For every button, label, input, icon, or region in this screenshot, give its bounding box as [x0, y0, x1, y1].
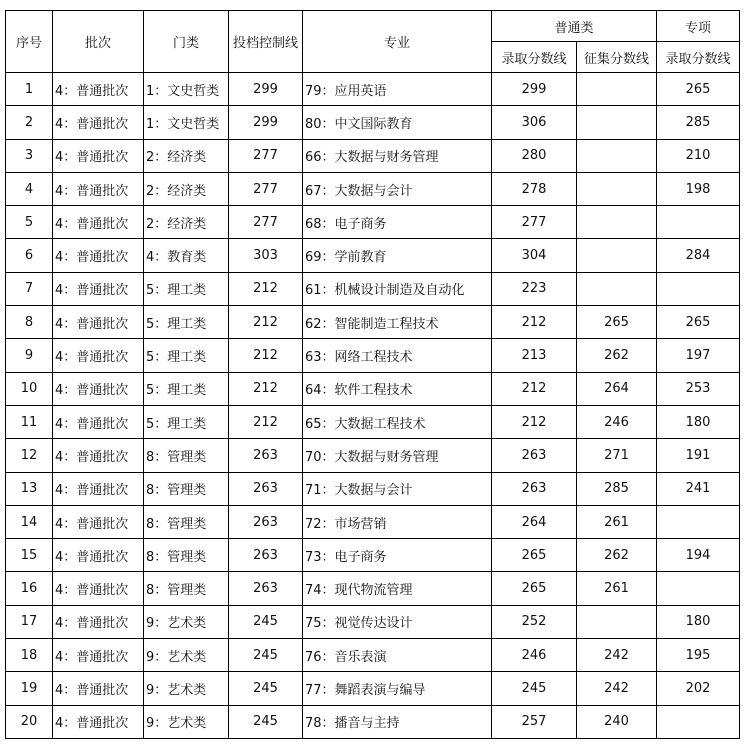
cell-major: 61：机械设计制造及自动化 [303, 272, 492, 305]
cell-special-line: 285 [657, 106, 740, 139]
cell-batch: 4：普通批次 [53, 372, 144, 405]
cell-admission-line: 306 [492, 106, 577, 139]
cell-solicit-line: 240 [577, 705, 657, 738]
cell-seq: 5 [6, 206, 53, 239]
cell-admission-line: 277 [492, 206, 577, 239]
cell-major: 76：音乐表演 [303, 639, 492, 672]
table-row [6, 206, 740, 239]
cell-seq: 9 [6, 339, 53, 372]
cell-control-line: 245 [229, 705, 303, 738]
header-solicit-line: 征集分数线 [577, 42, 657, 73]
cell-admission-line: 304 [492, 239, 577, 272]
cell-admission-line: 245 [492, 672, 577, 705]
cell-control-line: 303 [229, 239, 303, 272]
cell-major: 65：大数据工程技术 [303, 405, 492, 438]
table-row [6, 239, 740, 272]
cell-major: 73：电子商务 [303, 539, 492, 572]
table-row [6, 672, 740, 705]
cell-special-line: 241 [657, 472, 740, 505]
cell-admission-line: 212 [492, 306, 577, 339]
cell-category: 8：管理类 [144, 539, 229, 572]
header-regular-group: 普通类 [492, 11, 657, 42]
cell-category: 5：理工类 [144, 272, 229, 305]
cell-category: 5：理工类 [144, 339, 229, 372]
cell-category: 8：管理类 [144, 472, 229, 505]
cell-major: 71：大数据与会计 [303, 472, 492, 505]
cell-solicit-line: 261 [577, 572, 657, 605]
cell-category: 2：经济类 [144, 139, 229, 172]
cell-major: 69：学前教育 [303, 239, 492, 272]
header-category: 门类 [144, 11, 229, 73]
cell-special-line [657, 505, 740, 538]
cell-admission-line: 263 [492, 472, 577, 505]
cell-special-line: 180 [657, 605, 740, 638]
cell-special-line: 253 [657, 372, 740, 405]
cell-seq: 6 [6, 239, 53, 272]
table-row [6, 306, 740, 339]
cell-category: 2：经济类 [144, 172, 229, 205]
cell-solicit-line [577, 206, 657, 239]
table-row [6, 73, 740, 106]
header-batch: 批次 [53, 11, 144, 73]
cell-batch: 4：普通批次 [53, 439, 144, 472]
header-special-group: 专项 [657, 11, 740, 42]
cell-control-line: 245 [229, 672, 303, 705]
cell-admission-line: 264 [492, 505, 577, 538]
cell-seq: 15 [6, 539, 53, 572]
cell-control-line: 212 [229, 405, 303, 438]
cell-category: 9：艺术类 [144, 639, 229, 672]
cell-batch: 4：普通批次 [53, 206, 144, 239]
cell-batch: 4：普通批次 [53, 272, 144, 305]
cell-solicit-line: 285 [577, 472, 657, 505]
table-row [6, 139, 740, 172]
cell-seq: 7 [6, 272, 53, 305]
cell-seq: 11 [6, 405, 53, 438]
cell-seq: 1 [6, 73, 53, 106]
cell-special-line: 202 [657, 672, 740, 705]
cell-admission-line: 299 [492, 73, 577, 106]
cell-special-line: 180 [657, 405, 740, 438]
cell-solicit-line [577, 139, 657, 172]
cell-control-line: 263 [229, 439, 303, 472]
cell-category: 4：教育类 [144, 239, 229, 272]
cell-batch: 4：普通批次 [53, 539, 144, 572]
cell-major: 66：大数据与财务管理 [303, 139, 492, 172]
cell-category: 5：理工类 [144, 372, 229, 405]
cell-admission-line: 246 [492, 639, 577, 672]
cell-category: 5：理工类 [144, 405, 229, 438]
table-row [6, 106, 740, 139]
cell-special-line: 195 [657, 639, 740, 672]
cell-solicit-line [577, 239, 657, 272]
cell-category: 2：经济类 [144, 206, 229, 239]
cell-category: 9：艺术类 [144, 705, 229, 738]
cell-admission-line: 265 [492, 539, 577, 572]
cell-seq: 20 [6, 705, 53, 738]
cell-control-line: 212 [229, 372, 303, 405]
cell-control-line: 245 [229, 605, 303, 638]
cell-solicit-line: 242 [577, 672, 657, 705]
cell-seq: 4 [6, 172, 53, 205]
cell-category: 8：管理类 [144, 505, 229, 538]
cell-solicit-line [577, 106, 657, 139]
cell-solicit-line [577, 605, 657, 638]
cell-batch: 4：普通批次 [53, 705, 144, 738]
cell-batch: 4：普通批次 [53, 572, 144, 605]
cell-seq: 16 [6, 572, 53, 605]
cell-batch: 4：普通批次 [53, 405, 144, 438]
table-row [6, 405, 740, 438]
cell-batch: 4：普通批次 [53, 605, 144, 638]
cell-solicit-line: 264 [577, 372, 657, 405]
cell-admission-line: 257 [492, 705, 577, 738]
cell-admission-line: 212 [492, 405, 577, 438]
cell-admission-line: 213 [492, 339, 577, 372]
cell-special-line: 210 [657, 139, 740, 172]
cell-special-line [657, 272, 740, 305]
cell-category: 1：文史哲类 [144, 106, 229, 139]
cell-major: 64：软件工程技术 [303, 372, 492, 405]
table-row [6, 372, 740, 405]
cell-seq: 3 [6, 139, 53, 172]
cell-major: 70：大数据与财务管理 [303, 439, 492, 472]
cell-special-line [657, 705, 740, 738]
cell-batch: 4：普通批次 [53, 139, 144, 172]
cell-solicit-line: 271 [577, 439, 657, 472]
cell-seq: 19 [6, 672, 53, 705]
cell-special-line [657, 572, 740, 605]
cell-major: 72：市场营销 [303, 505, 492, 538]
cell-admission-line: 263 [492, 439, 577, 472]
cell-batch: 4：普通批次 [53, 672, 144, 705]
cell-batch: 4：普通批次 [53, 73, 144, 106]
header-special-admission-line: 录取分数线 [657, 42, 740, 73]
header-major: 专业 [303, 11, 492, 73]
cell-seq: 13 [6, 472, 53, 505]
cell-batch: 4：普通批次 [53, 239, 144, 272]
cell-category: 1：文史哲类 [144, 73, 229, 106]
table-row [6, 539, 740, 572]
table-row [6, 272, 740, 305]
cell-major: 77：舞蹈表演与编导 [303, 672, 492, 705]
table-row [6, 172, 740, 205]
cell-major: 68：电子商务 [303, 206, 492, 239]
cell-control-line: 263 [229, 572, 303, 605]
cell-solicit-line [577, 272, 657, 305]
cell-control-line: 263 [229, 505, 303, 538]
cell-control-line: 212 [229, 272, 303, 305]
cell-special-line: 198 [657, 172, 740, 205]
cell-category: 8：管理类 [144, 439, 229, 472]
cell-major: 67：大数据与会计 [303, 172, 492, 205]
cell-control-line: 263 [229, 472, 303, 505]
cell-control-line: 245 [229, 639, 303, 672]
cell-admission-line: 278 [492, 172, 577, 205]
table-body [6, 73, 740, 739]
cell-control-line: 212 [229, 339, 303, 372]
cell-admission-line: 265 [492, 572, 577, 605]
cell-solicit-line: 242 [577, 639, 657, 672]
cell-major: 63：网络工程技术 [303, 339, 492, 372]
cell-batch: 4：普通批次 [53, 172, 144, 205]
cell-control-line: 277 [229, 206, 303, 239]
cell-batch: 4：普通批次 [53, 106, 144, 139]
cell-major: 79：应用英语 [303, 73, 492, 106]
cell-admission-line: 223 [492, 272, 577, 305]
cell-seq: 18 [6, 639, 53, 672]
cell-control-line: 212 [229, 306, 303, 339]
header-seq: 序号 [6, 11, 53, 73]
cell-category: 9：艺术类 [144, 605, 229, 638]
header-admission-line: 录取分数线 [492, 42, 577, 73]
cell-batch: 4：普通批次 [53, 505, 144, 538]
cell-seq: 10 [6, 372, 53, 405]
table-row [6, 572, 740, 605]
cell-special-line: 194 [657, 539, 740, 572]
cell-admission-line: 212 [492, 372, 577, 405]
cell-major: 62：智能制造工程技术 [303, 306, 492, 339]
cell-seq: 8 [6, 306, 53, 339]
cell-solicit-line: 262 [577, 339, 657, 372]
cell-batch: 4：普通批次 [53, 339, 144, 372]
table-row [6, 705, 740, 738]
cell-control-line: 277 [229, 139, 303, 172]
cell-special-line: 265 [657, 73, 740, 106]
table-row [6, 339, 740, 372]
cell-special-line: 265 [657, 306, 740, 339]
cell-major: 78：播音与主持 [303, 705, 492, 738]
cell-category: 5：理工类 [144, 306, 229, 339]
cell-solicit-line: 262 [577, 539, 657, 572]
cell-solicit-line [577, 73, 657, 106]
cell-seq: 14 [6, 505, 53, 538]
cell-special-line [657, 206, 740, 239]
cell-special-line: 284 [657, 239, 740, 272]
cell-admission-line: 252 [492, 605, 577, 638]
cell-seq: 12 [6, 439, 53, 472]
cell-seq: 17 [6, 605, 53, 638]
cell-batch: 4：普通批次 [53, 306, 144, 339]
cell-major: 74：现代物流管理 [303, 572, 492, 605]
cell-batch: 4：普通批次 [53, 639, 144, 672]
table-row [6, 439, 740, 472]
cell-control-line: 299 [229, 73, 303, 106]
cell-control-line: 299 [229, 106, 303, 139]
cell-seq: 2 [6, 106, 53, 139]
cell-category: 9：艺术类 [144, 672, 229, 705]
cell-control-line: 277 [229, 172, 303, 205]
cell-solicit-line: 246 [577, 405, 657, 438]
cell-batch: 4：普通批次 [53, 472, 144, 505]
cell-special-line: 191 [657, 439, 740, 472]
cell-major: 80：中文国际教育 [303, 106, 492, 139]
cell-special-line: 197 [657, 339, 740, 372]
admission-score-table [5, 10, 740, 739]
cell-solicit-line [577, 172, 657, 205]
cell-major: 75：视觉传达设计 [303, 605, 492, 638]
table-row [6, 472, 740, 505]
cell-category: 8：管理类 [144, 572, 229, 605]
cell-admission-line: 280 [492, 139, 577, 172]
table-row [6, 639, 740, 672]
header-control-line: 投档控制线 [229, 11, 303, 73]
table-row [6, 505, 740, 538]
cell-control-line: 263 [229, 539, 303, 572]
cell-solicit-line: 265 [577, 306, 657, 339]
cell-solicit-line: 261 [577, 505, 657, 538]
table-row [6, 605, 740, 638]
